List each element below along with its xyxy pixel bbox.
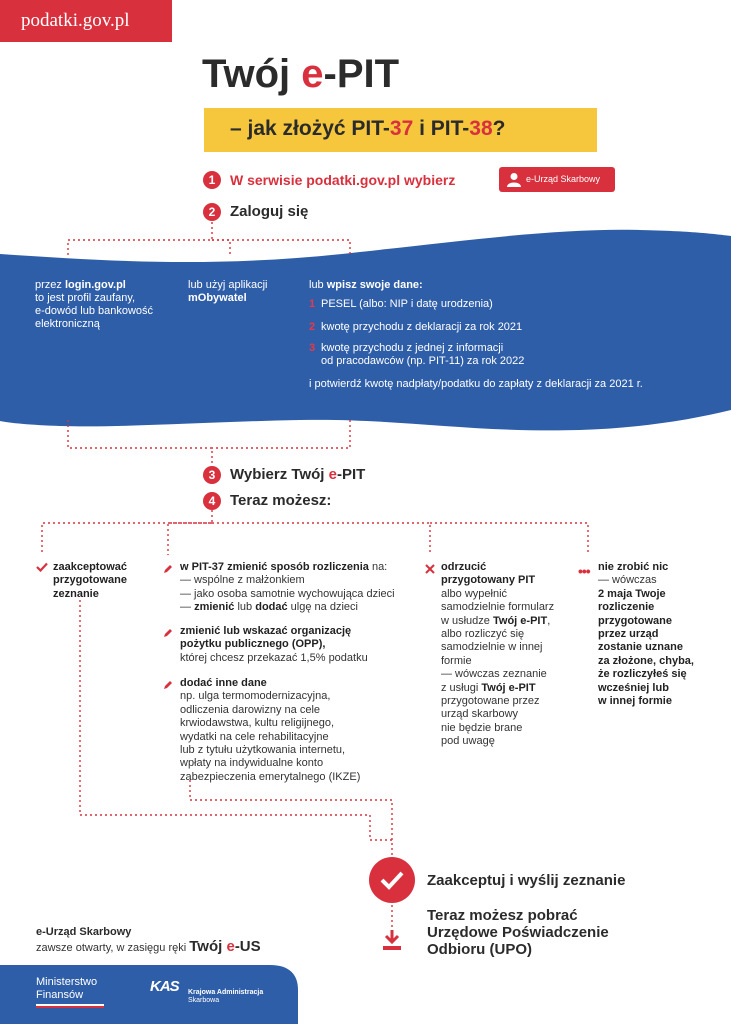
pencil-icon — [163, 680, 173, 690]
ellipsis-icon: ••• — [578, 563, 590, 579]
checkmark-icon — [380, 870, 404, 890]
login-option-data: lub wpisz swoje dane: — [309, 279, 423, 291]
mobywatel-link[interactable]: mObywatel — [188, 292, 247, 304]
option-other-data: dodać inne dane np. ulga termomodernizacyjna, odliczenia darowizny na cele krwiodawstwa, kultu religijnego, wydatki na cele rehabilitacyjne lub z tytułu użytkowania internetu, wpłaty na indywidualne konto zabezpieczenia emerytalnego (IKZE) — [180, 677, 361, 783]
site-logo[interactable]: podatki.gov.pl — [21, 10, 130, 31]
accept-send-text: Zaakceptuj i wyślij zeznanie — [427, 872, 626, 889]
step-4-number: 4 — [203, 492, 221, 510]
e-urzad-button-label: e-Urząd Skarbowy — [526, 174, 601, 184]
download-icon[interactable] — [380, 928, 404, 952]
e-urzad-button[interactable] — [499, 167, 615, 192]
eus-title: e-Urząd Skarbowy — [36, 926, 132, 938]
step-1-text: W serwisie podatki.gov.pl wybierz — [230, 172, 456, 188]
step-2-number: 2 — [203, 203, 221, 221]
checkmark-icon — [36, 562, 48, 572]
pencil-icon — [163, 628, 173, 638]
option-accept: zaakceptować przygotowane zeznanie — [53, 561, 127, 600]
step-3-text: Wybierz Twój e-PIT — [230, 466, 366, 483]
login-option-mobywatel: lub użyj aplikacji mObywatel — [188, 279, 268, 304]
subtitle: – jak złożyć PIT-37 i PIT-38? — [230, 117, 506, 140]
login-gov-link[interactable]: login.gov.pl — [64, 279, 126, 291]
step-1-number: 1 — [203, 171, 221, 189]
download-upo-text: Teraz możesz pobrać Urzędowe Poświadczenie Odbioru (UPO) — [427, 907, 609, 958]
user-icon — [507, 172, 521, 187]
title-suffix: -PIT — [323, 52, 400, 96]
title-e: e — [301, 52, 324, 96]
option-change-settlement: w PIT-37 zmienić sposób rozliczenia na: — wspólne z małżonkiem — jako osoba samotnie wychowująca dzieci — zmienić lub dodać ulgę na dzieci — [180, 561, 395, 614]
eus-tagline: zawsze otwarty, w zasięgu ręki Twój e-US — [36, 938, 261, 955]
accept-send-icon[interactable] — [369, 857, 415, 903]
step-2-text: Zaloguj się — [230, 203, 309, 220]
step-3-number: 3 — [203, 466, 221, 484]
login-option-profil: przez login.gov.pl to jest profil zaufany, e-dowód lub bankowość elektroniczną — [35, 279, 154, 330]
option-opp: zmienić lub wskazać organizację pożytku publicznego (OPP), której chcesz przekazać 1,5% podatku — [180, 625, 368, 664]
kas-logo[interactable]: KAS — [150, 978, 179, 995]
confirm-text: i potwierdź kwotę nadpłaty/podatku do zapłaty z deklaracji za 2021 r. — [309, 378, 643, 390]
option-reject: odrzucić przygotowany PIT albo wypełnić samodzielnie formularz w usłudze Twój e-PIT, albo rozliczyć się samodzielnie w innej formie — wówczas zeznanie z usługi Twój e-PIT przygotowane przez urząd skarbowy nie będzie brane pod uwagę — [441, 561, 555, 748]
ministry-logo[interactable]: Ministerstwo Finansów — [36, 976, 98, 1001]
option-nothing: nie zrobić nic — wówczas 2 maja Twoje rozliczenie przygotowane przez urząd zostanie uznane za złożone, chyba, że rozliczyłeś się wcześniej lub w innej formie — [598, 561, 694, 708]
step-4-text: Teraz możesz: — [230, 492, 332, 509]
page-title — [202, 52, 399, 97]
cross-icon — [425, 564, 435, 574]
title-text: Twój — [202, 52, 302, 96]
kas-text: Krajowa Administracja Skarbowa — [188, 989, 264, 1004]
pencil-icon — [163, 564, 173, 574]
flag-red — [36, 1006, 104, 1008]
